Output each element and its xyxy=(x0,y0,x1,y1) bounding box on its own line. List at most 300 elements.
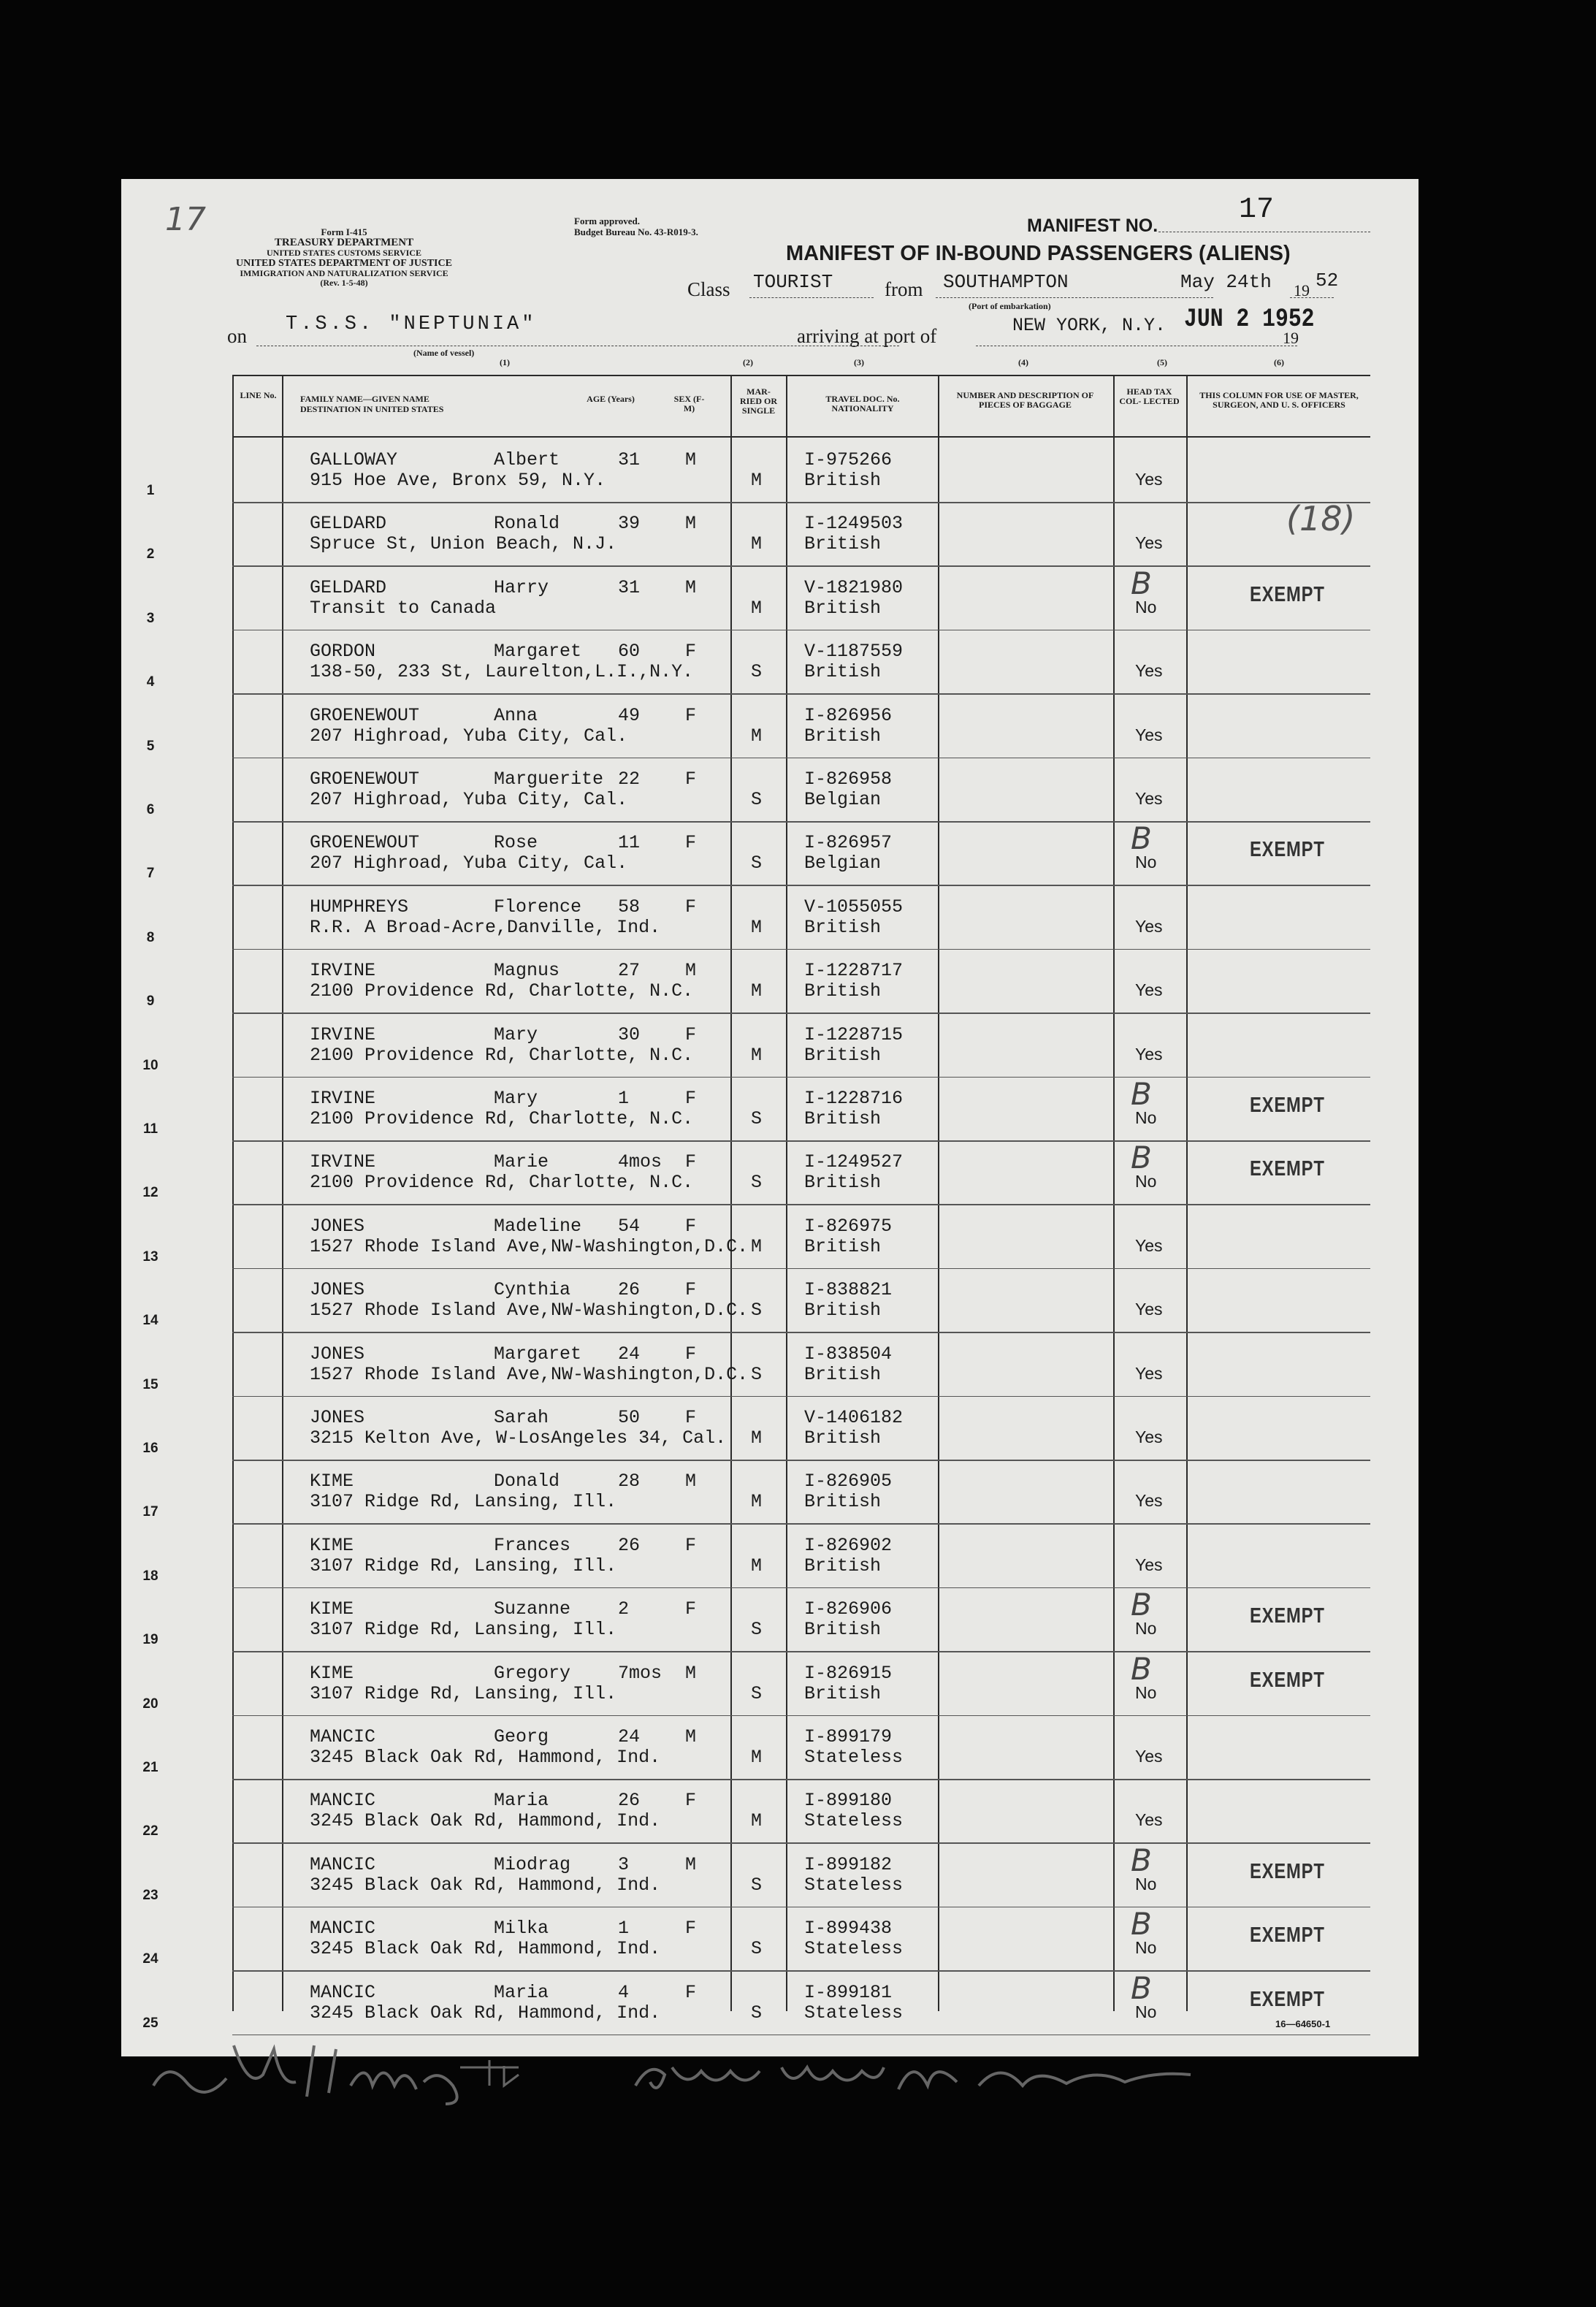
nationality: British xyxy=(804,470,882,491)
col-header-travel-doc: TRAVEL DOC. No. NATIONALITY xyxy=(825,394,900,413)
travel-doc-number: I-1249503 xyxy=(804,513,904,535)
from-line xyxy=(936,297,1213,298)
col-header-name: FAMILY NAME—GIVEN NAME xyxy=(300,394,429,404)
family-name: GORDON xyxy=(310,641,376,663)
approval-block xyxy=(574,216,793,237)
given-name: Marguerite xyxy=(494,769,604,790)
age: 3 xyxy=(618,1853,630,1875)
head-tax: No xyxy=(1135,1682,1157,1702)
nationality: British xyxy=(804,1300,882,1322)
given-name: Milka xyxy=(494,1918,549,1940)
line-number: 17 xyxy=(142,1504,159,1520)
family-name: MANCIC xyxy=(310,1918,376,1940)
table-row xyxy=(121,822,1419,885)
col-header-line: LINE No. xyxy=(240,390,277,400)
table-row xyxy=(121,1141,1419,1205)
destination: 1527 Rhode Island Ave,NW-Washington,D.C. xyxy=(310,1235,749,1257)
head-tax: Yes xyxy=(1135,980,1163,1000)
table-row xyxy=(121,567,1419,630)
line-number: 7 xyxy=(146,866,155,882)
line-number: 22 xyxy=(142,1823,159,1839)
handwritten-b-mark: B xyxy=(1131,1650,1152,1687)
marital-status: S xyxy=(751,1363,763,1385)
given-name: Anna xyxy=(494,704,538,726)
head-tax: Yes xyxy=(1135,1363,1163,1383)
sex: F xyxy=(685,1534,697,1556)
family-name: IRVINE xyxy=(310,1088,376,1109)
table-row xyxy=(121,1525,1419,1588)
head-tax: Yes xyxy=(1135,725,1163,744)
travel-doc-number: I-899181 xyxy=(804,1981,893,2003)
from-label: from xyxy=(885,278,923,300)
age: 22 xyxy=(618,769,641,790)
line-number: 16 xyxy=(142,1441,159,1456)
line-number: 12 xyxy=(142,1185,159,1201)
age: 4 xyxy=(618,1981,630,2003)
form-approved: Form approved. xyxy=(574,216,641,226)
table-row xyxy=(121,1460,1419,1524)
age: 50 xyxy=(618,1407,641,1428)
destination: 2100 Providence Rd, Charlotte, N.C. xyxy=(310,980,694,1002)
vessel-caption: (Name of vessel) xyxy=(413,348,475,358)
vessel-name: T.S.S. "NEPTUNIA" xyxy=(286,313,537,335)
destination: 2100 Providence Rd, Charlotte, N.C. xyxy=(310,1172,694,1194)
head-tax: No xyxy=(1135,2002,1157,2021)
col-header-age: AGE (Years) xyxy=(587,394,635,404)
sex: F xyxy=(685,896,697,918)
marital-status: M xyxy=(751,725,763,747)
given-name: Georg xyxy=(494,1726,549,1747)
table-row xyxy=(121,1588,1419,1652)
age: 60 xyxy=(618,641,641,663)
nationality: British xyxy=(804,1363,882,1385)
table-top-rule xyxy=(232,375,1370,376)
age: 26 xyxy=(618,1790,641,1812)
col-num-6: (6) xyxy=(1274,357,1284,367)
family-name: GELDARD xyxy=(310,576,387,598)
marital-status: M xyxy=(751,1235,763,1257)
table-row xyxy=(121,1333,1419,1397)
budget-bureau: Budget Bureau No. 43-R019-3. xyxy=(574,226,698,237)
head-tax: Yes xyxy=(1135,1427,1163,1446)
marital-status: M xyxy=(751,533,763,555)
line-number: 10 xyxy=(142,1057,159,1073)
travel-doc-number: I-899438 xyxy=(804,1918,893,1940)
travel-doc-number: V-1055055 xyxy=(804,896,904,918)
sex: M xyxy=(685,1726,697,1747)
destination: 1527 Rhode Island Ave,NW-Washington,D.C. xyxy=(310,1363,749,1385)
line-number: 21 xyxy=(142,1760,159,1775)
marital-status: M xyxy=(751,1810,763,1832)
nationality: British xyxy=(804,1555,882,1576)
nationality: British xyxy=(804,1491,882,1513)
line-number: 8 xyxy=(146,929,155,945)
arriving-label: arriving at port of xyxy=(797,325,937,347)
nationality: British xyxy=(804,980,882,1002)
line-number: 9 xyxy=(146,994,155,1010)
destination: 2100 Providence Rd, Charlotte, N.C. xyxy=(310,1108,694,1129)
sex: F xyxy=(685,1215,697,1237)
marital-status: M xyxy=(751,470,763,491)
table-row xyxy=(121,1907,1419,1971)
age: 28 xyxy=(618,1471,641,1492)
nationality: British xyxy=(804,1172,882,1194)
given-name: Gregory xyxy=(494,1662,571,1684)
travel-doc-number: I-826906 xyxy=(804,1598,893,1620)
exempt-stamp: EXEMPT xyxy=(1250,582,1325,606)
table-row xyxy=(121,1780,1419,1843)
destination: 915 Hoe Ave, Bronx 59, N.Y. xyxy=(310,470,606,491)
travel-doc-number: I-826905 xyxy=(804,1471,893,1492)
marital-status: S xyxy=(751,661,763,683)
nationality: British xyxy=(804,1044,882,1066)
nationality: British xyxy=(804,916,882,938)
nationality: Stateless xyxy=(804,1874,904,1896)
port-of-embarkation-caption: (Port of embarkation) xyxy=(969,301,1051,311)
age: 2 xyxy=(618,1598,630,1620)
family-name: GROENEWOUT xyxy=(310,832,420,854)
travel-doc-number: I-826902 xyxy=(804,1534,893,1556)
head-tax: Yes xyxy=(1135,470,1163,489)
table-row xyxy=(121,1397,1419,1460)
age: 39 xyxy=(618,513,641,535)
col-num-1: (1) xyxy=(500,357,510,367)
age: 11 xyxy=(618,832,641,854)
marital-status: S xyxy=(751,789,763,810)
travel-doc-number: I-975266 xyxy=(804,449,893,470)
arrival-date-stamp: JUN 2 1952 xyxy=(1184,305,1315,334)
given-name: Florence xyxy=(494,896,582,918)
nationality: Stateless xyxy=(804,1938,904,1960)
head-tax: No xyxy=(1135,853,1157,872)
nationality: British xyxy=(804,725,882,747)
handwritten-b-mark: B xyxy=(1131,1842,1152,1878)
form-number: Form I-415 xyxy=(321,226,367,237)
marital-status: M xyxy=(751,916,763,938)
travel-doc-number: I-899180 xyxy=(804,1790,893,1812)
head-tax: No xyxy=(1135,1874,1157,1894)
travel-doc-number: I-826915 xyxy=(804,1662,893,1684)
family-name: KIME xyxy=(310,1534,354,1556)
given-name: Albert xyxy=(494,449,560,470)
line-number: 20 xyxy=(142,1696,159,1712)
nationality: British xyxy=(804,1682,882,1704)
head-tax: Yes xyxy=(1135,1747,1163,1766)
travel-doc-number: V-1187559 xyxy=(804,641,904,663)
given-name: Mary xyxy=(494,1088,538,1109)
destination: R.R. A Broad-Acre,Danville, Ind. xyxy=(310,916,661,938)
family-name: IRVINE xyxy=(310,1151,376,1173)
travel-doc-number: I-1249527 xyxy=(804,1151,904,1173)
handwritten-b-mark: B xyxy=(1131,1587,1152,1623)
line-number: 11 xyxy=(142,1121,159,1137)
destination: 3245 Black Oak Rd, Hammond, Ind. xyxy=(310,1747,661,1768)
immigration-service: IMMIGRATION AND NATURALIZATION SERVICE xyxy=(240,268,448,278)
family-name: GALLOWAY xyxy=(310,449,398,470)
year-prefix: 19 xyxy=(1294,281,1310,300)
sex: F xyxy=(685,1343,697,1365)
head-tax: No xyxy=(1135,1108,1157,1127)
exempt-stamp: EXEMPT xyxy=(1250,1604,1325,1628)
exempt-stamp: EXEMPT xyxy=(1250,838,1325,862)
family-name: GROENEWOUT xyxy=(310,769,420,790)
age: 30 xyxy=(618,1023,641,1045)
family-name: KIME xyxy=(310,1471,354,1492)
given-name: Suzanne xyxy=(494,1598,571,1620)
marital-status: M xyxy=(751,1491,763,1513)
given-name: Donald xyxy=(494,1471,560,1492)
marital-status: S xyxy=(751,1108,763,1129)
nationality: Stateless xyxy=(804,1810,904,1832)
family-name: IRVINE xyxy=(310,1023,376,1045)
col-header-officers: THIS COLUMN FOR USE OF MASTER, SURGEON, AND U. S. OFFICERS xyxy=(1199,390,1359,410)
line-number: 5 xyxy=(146,738,155,754)
corner-mark: 17 xyxy=(165,201,206,238)
col-num-5: (5) xyxy=(1157,357,1167,367)
nationality: British xyxy=(804,1427,882,1449)
travel-doc-number: I-838821 xyxy=(804,1279,893,1301)
travel-doc-number: I-826975 xyxy=(804,1215,893,1237)
destination: 207 Highroad, Yuba City, Cal. xyxy=(310,789,628,810)
family-name: JONES xyxy=(310,1279,365,1301)
line-number: 15 xyxy=(142,1376,159,1392)
age: 26 xyxy=(618,1534,641,1556)
handwritten-b-mark: B xyxy=(1131,1140,1152,1176)
table-row xyxy=(121,1844,1419,1907)
travel-doc-number: I-899179 xyxy=(804,1726,893,1747)
nationality: British xyxy=(804,1235,882,1257)
departure-year: 52 xyxy=(1316,270,1339,291)
table-row xyxy=(121,695,1419,758)
given-name: Maria xyxy=(494,1790,549,1812)
age: 58 xyxy=(618,896,641,918)
head-tax: No xyxy=(1135,1172,1157,1191)
marital-status: M xyxy=(751,1044,763,1066)
marital-status: S xyxy=(751,1619,763,1641)
head-tax: Yes xyxy=(1135,1491,1163,1511)
given-name: Ronald xyxy=(494,513,560,535)
age: 54 xyxy=(618,1215,641,1237)
table-row xyxy=(121,758,1419,822)
table-row xyxy=(121,1078,1419,1141)
col-header-marital: MAR- RIED OR SINGLE xyxy=(739,386,777,416)
travel-doc-number: I-1228715 xyxy=(804,1023,904,1045)
line-number: 25 xyxy=(142,2015,159,2031)
destination: 207 Highroad, Yuba City, Cal. xyxy=(310,725,628,747)
family-name: HUMPHREYS xyxy=(310,896,409,918)
form-code: 16—64650-1 xyxy=(1275,2018,1331,2029)
handwritten-b-mark: B xyxy=(1131,820,1152,857)
table-row xyxy=(121,1716,1419,1780)
marital-status: M xyxy=(751,1555,763,1576)
age: 1 xyxy=(618,1918,630,1940)
treasury-department: TREASURY DEPARTMENT xyxy=(274,237,414,248)
destination: 207 Highroad, Yuba City, Cal. xyxy=(310,853,628,874)
head-tax: Yes xyxy=(1135,1235,1163,1255)
sex: F xyxy=(685,1407,697,1428)
table-row xyxy=(121,886,1419,950)
head-tax: Yes xyxy=(1135,661,1163,681)
line-number: 3 xyxy=(146,610,155,626)
given-name: Maria xyxy=(494,1981,549,2003)
exempt-stamp: EXEMPT xyxy=(1250,1157,1325,1181)
given-name: Madeline xyxy=(494,1215,582,1237)
handwritten-b-mark: B xyxy=(1131,1969,1152,2006)
line-number: 13 xyxy=(142,1248,159,1265)
head-tax: No xyxy=(1135,1938,1157,1958)
table-row xyxy=(121,1205,1419,1269)
age: 24 xyxy=(618,1343,641,1365)
table-row xyxy=(121,1014,1419,1078)
head-tax: Yes xyxy=(1135,789,1163,808)
manifest-number-label: MANIFEST NO. xyxy=(1027,216,1158,236)
sex: M xyxy=(685,1853,697,1875)
destination: 1527 Rhode Island Ave,NW-Washington,D.C. xyxy=(310,1300,749,1322)
nationality: Belgian xyxy=(804,789,882,810)
handwritten-signatures xyxy=(146,2016,1242,2111)
handwritten-note: (18) xyxy=(1286,499,1356,539)
sex: M xyxy=(685,1662,697,1684)
manifest-number: 17 xyxy=(1239,194,1275,226)
destination: Transit to Canada xyxy=(310,597,497,619)
year-prefix-2: 19 xyxy=(1283,329,1299,347)
manifest-title: MANIFEST OF IN-BOUND PASSENGERS (ALIENS) xyxy=(786,242,1291,265)
given-name: Frances xyxy=(494,1534,571,1556)
nationality: Stateless xyxy=(804,1747,904,1768)
sex: F xyxy=(685,1918,697,1940)
sex: F xyxy=(685,1790,697,1812)
nationality: British xyxy=(804,661,882,683)
head-tax: Yes xyxy=(1135,1555,1163,1574)
family-name: MANCIC xyxy=(310,1726,376,1747)
marital-status: S xyxy=(751,853,763,874)
destination: 3245 Black Oak Rd, Hammond, Ind. xyxy=(310,1874,661,1896)
handwritten-b-mark: B xyxy=(1131,1076,1152,1112)
exempt-stamp: EXEMPT xyxy=(1250,1668,1325,1692)
marital-status: M xyxy=(751,1427,763,1449)
handwritten-b-mark: B xyxy=(1131,565,1152,601)
given-name: Harry xyxy=(494,576,549,598)
sex: F xyxy=(685,1088,697,1109)
line-number: 18 xyxy=(142,1568,159,1584)
destination: 3245 Black Oak Rd, Hammond, Ind. xyxy=(310,2002,661,2024)
head-tax: Yes xyxy=(1135,1300,1163,1319)
destination: 3107 Ridge Rd, Lansing, Ill. xyxy=(310,1555,617,1576)
manifest-sheet xyxy=(121,179,1419,2056)
travel-doc-number: V-1821980 xyxy=(804,576,904,598)
line-number: 19 xyxy=(142,1632,159,1648)
destination: Spruce St, Union Beach, N.J. xyxy=(310,533,617,555)
col-num-3: (3) xyxy=(854,357,864,367)
table-row xyxy=(121,439,1419,503)
sex: M xyxy=(685,960,697,982)
line-number: 6 xyxy=(146,802,155,817)
given-name: Rose xyxy=(494,832,538,854)
nationality: British xyxy=(804,597,882,619)
travel-doc-number: I-826958 xyxy=(804,769,893,790)
nationality: British xyxy=(804,533,882,555)
nationality: British xyxy=(804,1619,882,1641)
age: 4mos xyxy=(618,1151,663,1173)
travel-doc-number: I-1228716 xyxy=(804,1088,904,1109)
col-header-sex: SEX (F-M) xyxy=(673,394,705,413)
col-num-2: (2) xyxy=(743,357,753,367)
marital-status: S xyxy=(751,1300,763,1322)
family-name: JONES xyxy=(310,1343,365,1365)
head-tax: No xyxy=(1135,1619,1157,1639)
marital-status: M xyxy=(751,1747,763,1768)
exempt-stamp: EXEMPT xyxy=(1250,1094,1325,1117)
travel-doc-number: I-899182 xyxy=(804,1853,893,1875)
travel-doc-number: V-1406182 xyxy=(804,1407,904,1428)
marital-status: M xyxy=(751,597,763,619)
sex: F xyxy=(685,1279,697,1301)
destination: 138-50, 233 St, Laurelton,L.I.,N.Y. xyxy=(310,661,694,683)
age: 31 xyxy=(618,576,641,598)
departure-date: May 24th xyxy=(1180,271,1272,293)
sex: F xyxy=(685,832,697,854)
nationality: Belgian xyxy=(804,853,882,874)
line-number: 23 xyxy=(142,1887,159,1903)
family-name: GELDARD xyxy=(310,513,387,535)
family-name: GROENEWOUT xyxy=(310,704,420,726)
marital-status: S xyxy=(751,1874,763,1896)
justice-department: UNITED STATES DEPARTMENT OF JUSTICE xyxy=(236,258,452,269)
sex: F xyxy=(685,1981,697,2003)
age: 27 xyxy=(618,960,641,982)
sex: M xyxy=(685,576,697,598)
nationality: British xyxy=(804,1108,882,1129)
sex: F xyxy=(685,1598,697,1620)
sex: M xyxy=(685,1471,697,1492)
col-header-destination: DESTINATION IN UNITED STATES xyxy=(300,404,444,414)
sex: M xyxy=(685,513,697,535)
nationality: Stateless xyxy=(804,2002,904,2024)
agency-block xyxy=(224,226,465,288)
given-name: Margaret xyxy=(494,641,582,663)
head-tax: No xyxy=(1135,597,1157,617)
col-header-head-tax: HEAD TAX COL- LECTED xyxy=(1119,386,1180,406)
table-row xyxy=(121,630,1419,694)
family-name: KIME xyxy=(310,1598,354,1620)
from-value: SOUTHAMPTON xyxy=(943,271,1069,293)
table-row xyxy=(121,1269,1419,1332)
age: 7mos xyxy=(618,1662,663,1684)
family-name: JONES xyxy=(310,1407,365,1428)
customs-service: UNITED STATES CUSTOMS SERVICE xyxy=(267,248,421,258)
travel-doc-number: I-826956 xyxy=(804,704,893,726)
family-name: KIME xyxy=(310,1662,354,1684)
table-row xyxy=(121,950,1419,1013)
exempt-stamp: EXEMPT xyxy=(1250,1923,1325,1948)
handwritten-b-mark: B xyxy=(1131,1906,1152,1942)
class-value: TOURIST xyxy=(753,271,833,293)
marital-status: M xyxy=(751,980,763,1002)
line-number: 24 xyxy=(142,1951,159,1967)
destination: 3215 Kelton Ave, W-LosAngeles 34, Cal. xyxy=(310,1427,727,1449)
family-name: MANCIC xyxy=(310,1853,376,1875)
sex: F xyxy=(685,1151,697,1173)
destination: 3245 Black Oak Rd, Hammond, Ind. xyxy=(310,1938,661,1960)
line-number: 2 xyxy=(146,546,155,563)
arrival-port: NEW YORK, N.Y. xyxy=(1012,315,1167,336)
class-label: Class xyxy=(687,278,730,300)
destination: 2100 Providence Rd, Charlotte, N.C. xyxy=(310,1044,694,1066)
sex: F xyxy=(685,704,697,726)
given-name: Sarah xyxy=(494,1407,549,1428)
destination: 3107 Ridge Rd, Lansing, Ill. xyxy=(310,1619,617,1641)
family-name: IRVINE xyxy=(310,960,376,982)
